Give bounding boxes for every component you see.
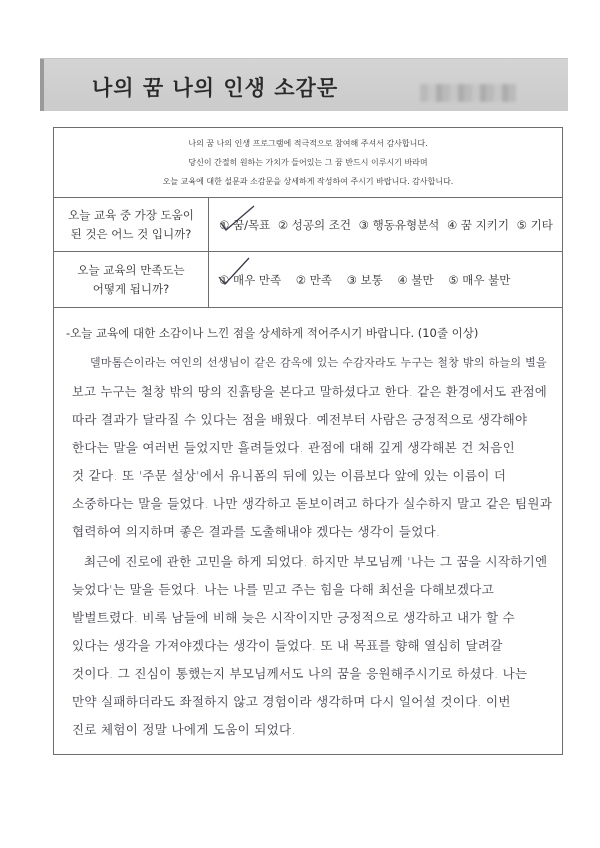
essay-line: 최근에 진로에 관한 고민을 하게 되었다. 하지만 부모님께 '나는 그 꿈을 시작하기엔 xyxy=(84,554,548,569)
option-2[interactable]: ② 성공의 조건 xyxy=(277,218,351,232)
essay-line: 진로 체험이 정말 나에게 도움이 되었다. xyxy=(72,722,296,737)
question-2-row xyxy=(54,252,562,308)
essay-line: 만약 실패하더라도 좌절하지 않고 경험이라 생각하며 다시 일어설 것이다. 이번 xyxy=(72,694,511,709)
option-5[interactable]: ⑤ 매우 불만 xyxy=(448,273,511,287)
essay-line: 보고 누구는 철창 밖의 땅의 진흙탕을 본다고 말하셨다고 한다. 같은 환경에서도 관점에 xyxy=(72,385,547,399)
question-2-label-line: 오늘 교육의 만족도는 xyxy=(77,263,185,277)
page-title: 나의 꿈 나의 인생 소감문 xyxy=(92,76,339,100)
question-1-row xyxy=(54,198,562,252)
essay-line: 소중하다는 말을 들었다. 나만 생각하고 돋보이려고 하다가 실수하지 말고 같은 팀원과 xyxy=(72,496,553,511)
option-1[interactable]: ① 꿈/목표 xyxy=(219,218,271,232)
checkmark-icon xyxy=(216,256,252,288)
checkmark-icon xyxy=(218,204,258,234)
intro-line: 오늘 교육에 대한 설문과 소감문을 상세하게 작성하여 주시기 바랍니다. 감사합니다. xyxy=(162,177,454,186)
essay-line: 협력하여 의지하며 좋은 결과를 도출해내야 겠다는 생각이 들었다. xyxy=(72,524,441,539)
option-5[interactable]: ⑤ 기타 xyxy=(516,218,553,232)
essay-line: 따라 결과가 달라질 수 있다는 점을 배웠다. 예전부터 사람은 긍정적으로 생각해야 xyxy=(72,412,528,427)
essay-line: 것이다. 그 진심이 통했는지 부모님께서도 나의 꿈을 응원해주시기로 하셨다. 나는 xyxy=(72,666,528,681)
essay-line: 있다는 생각을 가져야겠다는 생각이 들었다. 또 내 목표를 향해 열심히 달려갈 xyxy=(72,638,503,653)
essay-answer[interactable] xyxy=(54,348,562,748)
question-2-options xyxy=(219,272,521,288)
option-1[interactable]: ① 매우 만족 xyxy=(219,273,282,287)
intro-line: 나의 꿈 나의 인생 프로그램에 적극적으로 참여해 주셔서 감사합니다. xyxy=(188,139,428,148)
survey-form xyxy=(53,127,563,755)
option-4[interactable]: ④ 꿈 지키기 xyxy=(446,218,509,232)
intro-line: 당신이 간절히 원하는 가치가 들어있는 그 꿈 반드시 이루시기 바라며 xyxy=(188,158,428,167)
option-4[interactable]: ④ 불만 xyxy=(397,273,434,287)
option-3[interactable]: ③ 행동유형분석 xyxy=(358,218,440,232)
question-1-label xyxy=(54,198,209,251)
option-2[interactable]: ② 만족 xyxy=(295,273,332,287)
question-1-label-line: 된 것은 어느 것 입니까? xyxy=(70,227,192,241)
redacted-name xyxy=(420,84,516,102)
essay-line: 것 같다. 또 '주문 설상'에서 유니폼의 뒤에 있는 이름보다 앞에 있는 이름이 더 xyxy=(72,468,507,483)
intro-section xyxy=(54,128,562,198)
essay-line: 늦었다'는 말을 듣었다. 나는 나를 믿고 주는 힘을 다해 최선을 다해보겠다고 xyxy=(72,582,494,597)
question-2-label-line: 어떻게 됩니까? xyxy=(92,282,170,296)
question-1-label-line: 오늘 교육 중 가장 도움이 xyxy=(68,208,194,222)
essay-line: 발벌트렸다. 비록 남들에 비해 늦은 시작이지만 긍정적으로 생각하고 내가 할 수 xyxy=(72,610,516,625)
essay-line: 한다는 말을 여러번 들었지만 흘려들었다. 관점에 대해 깊게 생각해본 건 처음인 xyxy=(72,440,516,455)
question-1-options xyxy=(219,217,557,233)
essay-line: 델마톰슨이라는 여인의 선생님이 같은 감옥에 있는 수감자라도 누구는 철창 밖의 하늘의 별을 xyxy=(90,356,547,369)
question-2-label xyxy=(54,252,209,307)
option-3[interactable]: ③ 보통 xyxy=(346,273,383,287)
essay-prompt: -오늘 교육에 대한 소감이나 느낀 점을 상세하게 적어주시기 바랍니다. (10줄 이상) xyxy=(66,326,479,340)
title-accent xyxy=(40,59,44,111)
